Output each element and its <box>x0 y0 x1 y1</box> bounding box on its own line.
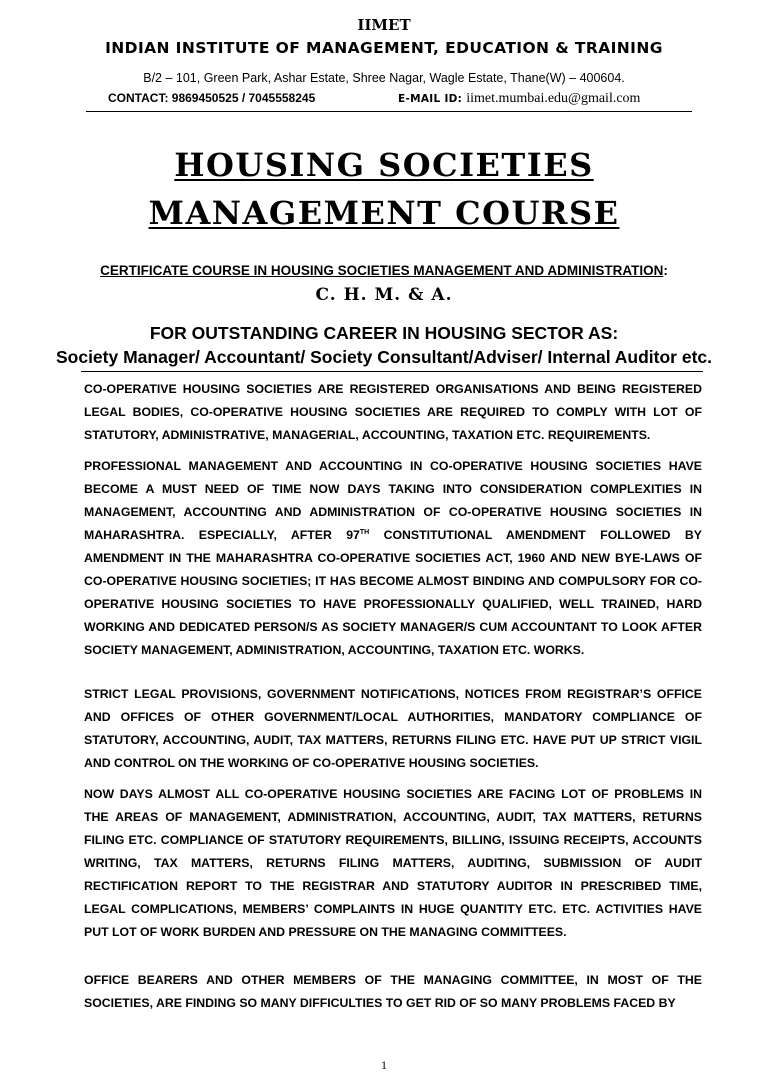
course-title-line-1: HOUSING SOCIETIES <box>174 146 594 184</box>
paragraph-2-part-a: PROFESSIONAL MANAGEMENT AND ACCOUNTING IN CO-OPERATIVE HOUSING SOCIETIES HAVE BECOME A MUST NEED OF TIME NOW DAYS TAKING INTO CONSIDERATION COMPLEXITIES IN MANAGEMENT, ACCOUNTING AND ADMINISTRATION OF CO-OPERATIVE HOUSING SOCIETIES IN MAHARASHTRA. ESPECIALLY, AFTER 97 <box>84 459 702 542</box>
paragraph-legal-provisions: STRICT LEGAL PROVISIONS, GOVERNMENT NOTIFICATIONS, NOTICES FROM REGISTRAR’S OFFICE AND OFFICES OF OTHER GOVERNMENT/LOCAL AUTHORITIES, MANDATORY COMPLIANCE OF STATUTORY, ACCOUNTING, AUDIT, TAX MATTERS, RETURNS FILING ETC. HAVE PUT UP STRICT VIGIL AND CONTROL ON THE WORKING OF CO-OPERATIVE HOUSING SOCIETIES. <box>84 687 702 770</box>
paragraph-professional-management <box>84 455 702 662</box>
institute-acronym: IIMET <box>357 16 411 34</box>
contact-numbers: CONTACT: 9869450525 / 7045558245 <box>108 91 316 105</box>
paragraph-registered-organisations: CO-OPERATIVE HOUSING SOCIETIES ARE REGISTERED ORGANISATIONS AND BEING REGISTERED LEGAL BODIES, CO-OPERATIVE HOUSING SOCIETIES ARE REQUIRED TO COMPLY WITH LOT OF STATUTORY, ADMINISTRATIVE, MANAGERIAL, ACCOUNTING, TAXATION ETC. REQUIREMENTS. <box>84 382 702 442</box>
career-heading: FOR OUTSTANDING CAREER IN HOUSING SECTOR AS: <box>149 323 619 343</box>
superscript-th: TH <box>359 528 370 536</box>
paragraph-2-part-b: CONSTITUTIONAL AMENDMENT FOLLOWED BY AMENDMENT IN THE MAHARASHTRA CO-OPERATIVE SOCIETIES ACT, 1960 AND NEW BYE-LAWS OF CO-OPERATIVE HOUSING SOCIETIES; IT HAS BECOME ALMOST BINDING AND COMPULSORY FOR CO-OPERATIVE HOUSING SOCIETIES TO HAVE PROFESSIONALLY QUALIFIED, WELL TRAINED, HARD WORKING AND DEDICATED PERSON/S AS SOCIETY MANAGER/S CUM ACCOUNTANT TO LOOK AFTER SOCIETY MANAGEMENT, ADMINISTRATION, ACCOUNTING, TAXATION ETC. WORKS. <box>84 528 702 657</box>
paragraph-office-bearers: OFFICE BEARERS AND OTHER MEMBERS OF THE MANAGING COMMITTEE, IN MOST OF THE SOCIETIES, ARE FINDING SO MANY DIFFICULTIES TO GET RID OF SO MANY PROBLEMS FACED BY <box>84 973 702 1010</box>
email-block <box>398 90 640 107</box>
section-divider <box>81 371 703 372</box>
email-address: iimet.mumbai.edu@gmail.com <box>466 91 641 106</box>
paragraph-problems-faced: NOW DAYS ALMOST ALL CO-OPERATIVE HOUSING SOCIETIES ARE FACING LOT OF PROBLEMS IN THE AREAS OF MANAGEMENT, ADMINISTRATION, ACCOUNTING, AUDIT, TAX MATTERS, RETURNS FILING ETC. COMPLIANCE OF STATUTORY REQUIREMENTS, BILLING, ISSUING RECEIPTS, ACCOUNTS WRITING, TAX MATTERS, RETURNS FILING MATTERS, AUDITING, SUBMISSION OF AUDIT RECTIFICATION REPORT TO THE REGISTRAR AND STATUTORY AUDITOR IN PRESCRIBED TIME, LEGAL COMPLICATIONS, MEMBERS’ COMPLAINTS IN HUGE QUANTITY ETC. ETC. ACTIVITIES HAVE PUT LOT OF WORK BURDEN AND PRESSURE ON THE MANAGING COMMITTEES. <box>84 787 702 939</box>
page-number: 1 <box>381 1058 387 1072</box>
certificate-heading <box>0 262 768 280</box>
header-divider <box>86 111 692 112</box>
course-abbreviation: C. H. M. & A. <box>315 285 453 305</box>
certificate-text: CERTIFICATE COURSE IN HOUSING SOCIETIES MANAGEMENT AND ADMINISTRATION <box>100 263 664 278</box>
certificate-colon: : <box>663 263 668 278</box>
institute-name: INDIAN INSTITUTE OF MANAGEMENT, EDUCATION & TRAINING <box>105 39 663 57</box>
email-label: E-MAIL ID: <box>398 93 463 105</box>
career-roles: Society Manager/ Accountant/ Society Consultant/Adviser/ Internal Auditor etc. <box>55 347 713 367</box>
institute-address: B/2 – 101, Green Park, Ashar Estate, Shree Nagar, Wagle Estate, Thane(W) – 400604. <box>143 71 625 85</box>
course-title-line-2: MANAGEMENT COURSE <box>148 194 620 232</box>
